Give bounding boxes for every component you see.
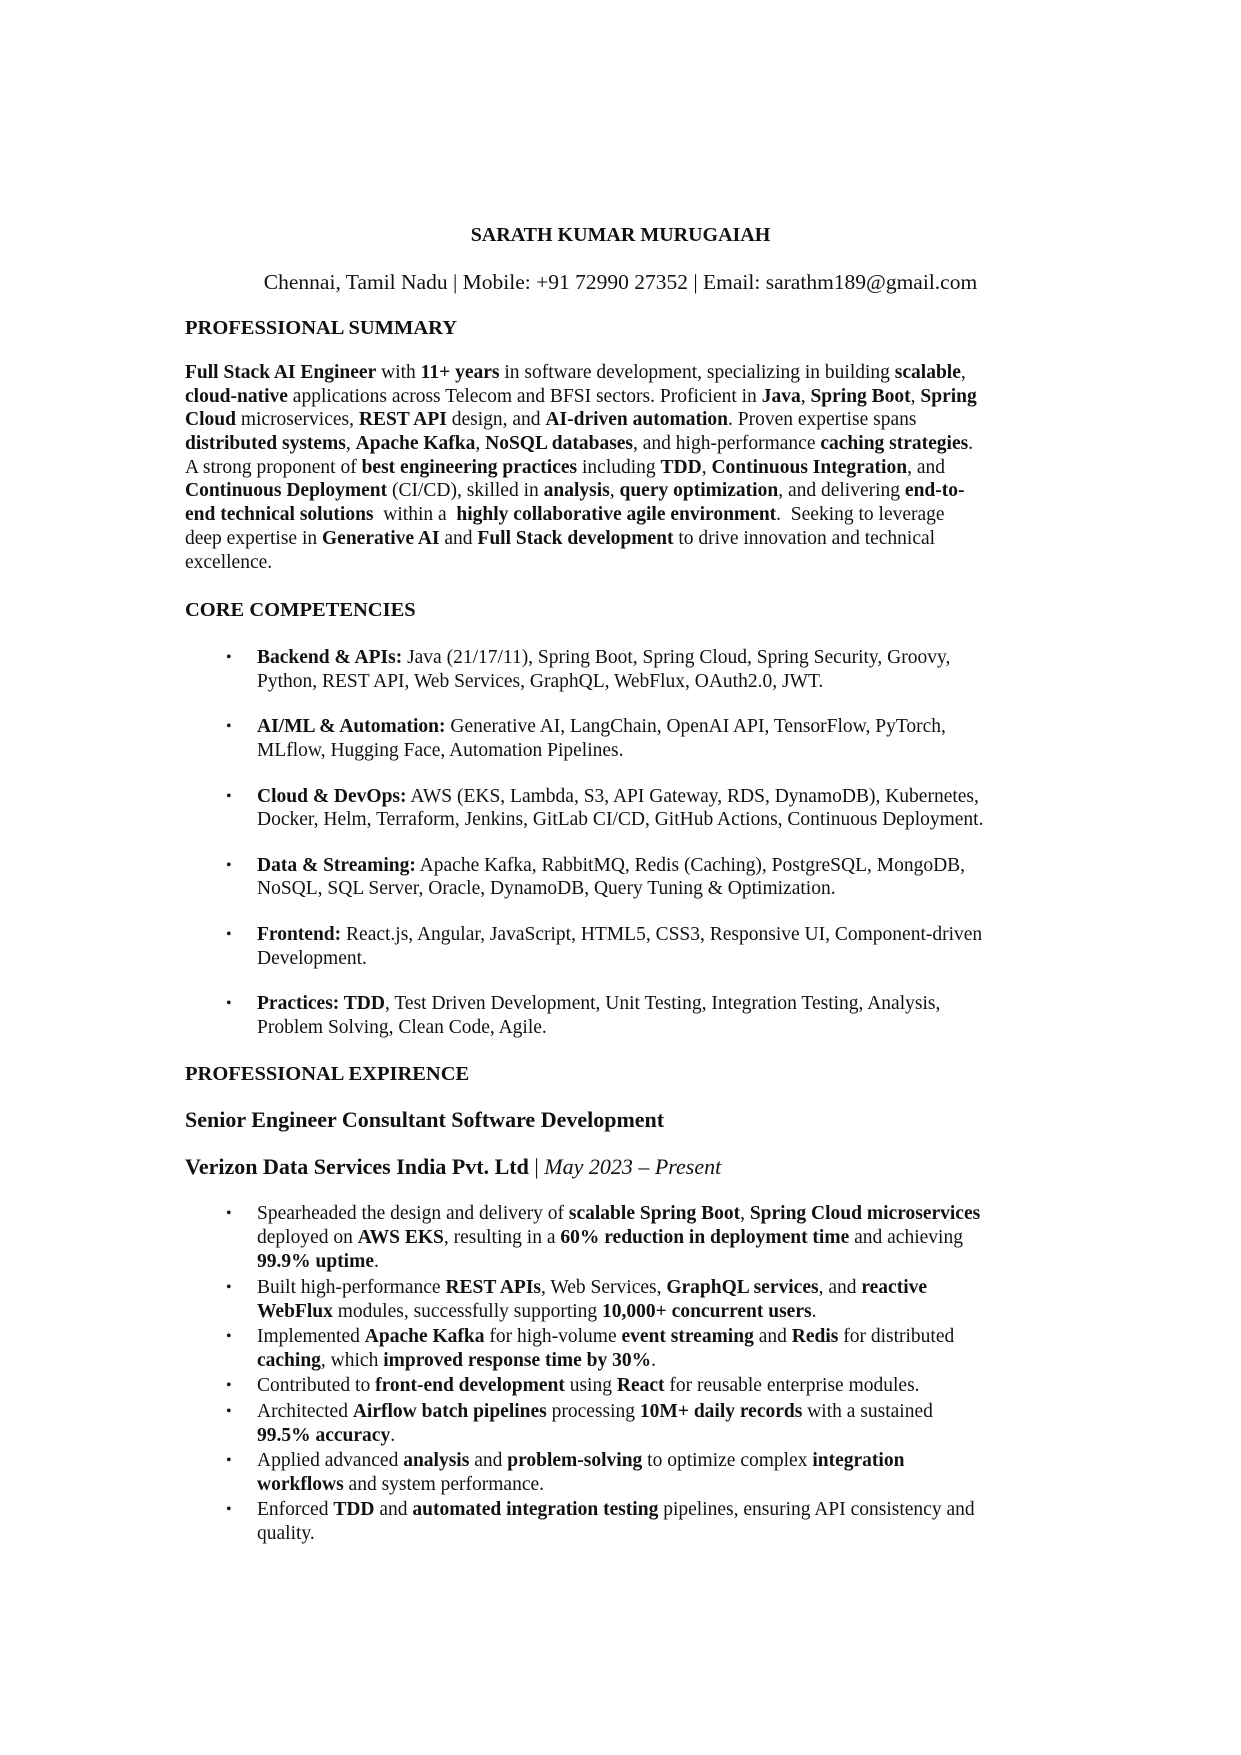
text-segment: applications across Telecom and BFSI sectors. Proficient in — [287, 385, 762, 407]
bold-text-segment: caching — [257, 1350, 321, 1372]
text-segment: , — [701, 456, 712, 478]
text-segment: processing — [546, 1400, 640, 1422]
list-item — [226, 1374, 1066, 1398]
list-item — [226, 1498, 1066, 1546]
text-segment: AWS (EKS, Lambda, S3, API Gateway, RDS, DynamoDB), Kubernetes, — [406, 785, 979, 807]
bold-text-segment: automated integration testing — [412, 1499, 659, 1521]
text-segment: Generative AI, LangChain, OpenAI API, TensorFlow, PyTorch, — [445, 716, 946, 738]
text-segment: , and high-performance — [633, 433, 821, 455]
text-line — [185, 432, 1055, 456]
candidate-name: SARATH KUMAR MURUGAIAH — [470, 224, 771, 246]
list-item — [226, 1325, 1066, 1373]
text-line — [257, 670, 1066, 694]
list-item — [226, 785, 1066, 832]
list-item — [226, 1449, 1066, 1497]
text-line — [185, 385, 1055, 409]
text-line — [257, 646, 1066, 670]
bold-text-segment: scalable Spring Boot — [568, 1203, 741, 1224]
text-segment: MLflow, Hugging Face, Automation Pipelines. — [257, 739, 624, 761]
text-segment: deployed on — [257, 1227, 358, 1249]
bold-text-segment: Data & Streaming: — [257, 854, 416, 876]
bold-text-segment: highly collaborative agile environment — [456, 504, 777, 526]
text-segment: , Web Services, — [541, 1276, 667, 1298]
bold-text-segment: event streaming — [621, 1325, 754, 1347]
text-segment: design, and — [446, 409, 546, 431]
bold-text-segment: cloud-native — [185, 385, 288, 407]
bold-text-segment: Apache Kafka — [355, 433, 476, 455]
bold-text-segment: Spring Cloud microservices — [749, 1203, 981, 1224]
text-segment: and — [469, 1449, 508, 1471]
text-segment: and — [753, 1325, 792, 1347]
bold-text-segment: 10,000+ concurrent users — [602, 1300, 812, 1322]
bold-text-segment: 11+ years — [420, 362, 500, 383]
text-segment: , Test Driven Development, Unit Testing, Integration Testing, Analysis, — [384, 993, 941, 1015]
text-segment: for reusable enterprise modules. — [664, 1375, 920, 1397]
text-segment: , which — [320, 1350, 384, 1372]
list-item — [226, 1400, 1066, 1448]
text-line — [257, 947, 1066, 971]
text-line — [257, 1424, 1066, 1448]
text-segment: including — [577, 456, 661, 478]
text-segment: and achieving — [849, 1227, 963, 1249]
text-segment: using — [564, 1375, 617, 1397]
bold-text-segment: Continuous Integration — [711, 456, 908, 478]
bold-text-segment: Redis — [791, 1325, 839, 1347]
bullet-icon: • — [226, 856, 232, 874]
text-line — [257, 1202, 1066, 1226]
text-segment: modules, successfully supporting — [332, 1300, 603, 1322]
list-item — [226, 992, 1066, 1039]
employment-dates: May 2023 – Present — [544, 1154, 722, 1179]
bold-text-segment: TDD — [333, 1499, 375, 1521]
experience-bullets — [226, 1202, 1066, 1548]
bold-text-segment: problem-solving — [507, 1449, 643, 1471]
text-segment: pipelines, ensuring API consistency and — [658, 1499, 975, 1521]
bold-text-segment: Apache Kafka — [364, 1325, 485, 1347]
bold-text-segment: 60% reduction in deployment time — [560, 1227, 850, 1249]
bullet-icon: • — [226, 995, 232, 1013]
text-segment: microservices, — [235, 409, 359, 431]
bold-text-segment: distributed systems — [185, 433, 346, 455]
text-line — [257, 1226, 1066, 1250]
bullet-icon: • — [226, 1402, 232, 1420]
text-segment: Apache Kafka, RabbitMQ, Redis (Caching), PostgreSQL, MongoDB, — [415, 854, 966, 876]
text-segment: Docker, Helm, Terraform, Jenkins, GitLab CI/CD, GitHub Actions, Continuous Deployment. — [257, 809, 984, 831]
text-line — [185, 479, 1055, 503]
bullet-icon: • — [226, 649, 232, 666]
section-heading-summary: PROFESSIONAL SUMMARY — [185, 317, 458, 339]
summary-paragraph — [185, 361, 1055, 574]
bold-text-segment: scalable — [894, 362, 961, 383]
bullet-icon: • — [226, 926, 232, 944]
text-segment: . — [374, 1251, 379, 1273]
text-segment: . — [651, 1350, 657, 1372]
text-segment: React.js, Angular, JavaScript, HTML5, CSS3, Responsive UI, Component-driven — [341, 924, 983, 946]
list-item — [226, 1202, 1066, 1275]
text-segment: , — [740, 1203, 750, 1224]
text-line — [257, 1498, 1066, 1522]
text-segment: Enforced — [257, 1499, 334, 1521]
contact-line: Chennai, Tamil Nadu | Mobile: +91 72990 27352 | Email: sarathm189@gmail.com — [263, 270, 978, 294]
text-segment: Contributed to — [257, 1375, 376, 1397]
text-line — [257, 1473, 1066, 1497]
text-segment: . — [811, 1300, 817, 1322]
text-line — [257, 1349, 1066, 1373]
bold-text-segment: query optimization — [619, 480, 779, 502]
text-line — [257, 1522, 1066, 1546]
text-segment: . Proven expertise spans — [727, 409, 917, 431]
separator: | — [528, 1154, 545, 1179]
text-line — [257, 854, 1066, 878]
bold-text-segment: Full Stack development — [477, 527, 674, 549]
bold-text-segment: Cloud — [185, 409, 236, 431]
text-line — [185, 527, 1055, 551]
bullet-icon: • — [226, 1327, 232, 1345]
text-segment: Java (21/17/11), Spring Boot, Spring Cloud, Spring Security, Groovy, — [402, 647, 951, 668]
section-heading-competencies: CORE COMPETENCIES — [185, 599, 416, 621]
bullet-icon: • — [226, 1205, 232, 1222]
text-segment: to optimize complex — [642, 1449, 813, 1471]
text-segment: , and — [818, 1276, 862, 1298]
company-name: Verizon Data Services India Pvt. Ltd — [185, 1154, 529, 1179]
bold-text-segment: Java — [761, 385, 801, 407]
bold-text-segment: reactive — [861, 1276, 928, 1298]
text-line — [185, 361, 1055, 385]
text-line — [257, 1250, 1066, 1274]
text-segment: . — [968, 433, 974, 455]
bold-text-segment: Backend & APIs: — [257, 647, 403, 668]
text-line — [257, 715, 1066, 739]
list-item — [226, 854, 1066, 901]
text-segment: Spearheaded the design and delivery of — [257, 1203, 569, 1224]
text-segment: Architected — [257, 1400, 353, 1422]
text-segment: (CI/CD), skilled in — [387, 480, 544, 502]
text-segment: , — [475, 433, 486, 455]
text-segment: deep expertise in — [185, 527, 322, 549]
bold-text-segment: 99.5% accuracy — [257, 1424, 391, 1446]
section-heading-experience: PROFESSIONAL EXPIRENCE — [185, 1063, 470, 1085]
bold-text-segment: TDD — [660, 456, 702, 478]
bold-text-segment: NoSQL databases — [485, 433, 634, 455]
bold-text-segment: integration — [812, 1449, 905, 1471]
bold-text-segment: Cloud & DevOps: — [257, 785, 407, 807]
text-line — [257, 1300, 1066, 1324]
text-segment: , — [609, 480, 620, 502]
text-line — [257, 1016, 1066, 1040]
bullet-icon: • — [226, 1278, 232, 1296]
text-segment: , — [960, 362, 966, 383]
text-segment: , resulting in a — [443, 1227, 561, 1249]
text-segment: and — [374, 1499, 413, 1521]
bold-text-segment: caching strategies — [820, 433, 969, 455]
text-line — [257, 877, 1066, 901]
text-line — [257, 785, 1066, 809]
bullet-icon: • — [226, 1451, 232, 1469]
text-segment: with a sustained — [802, 1400, 933, 1422]
text-line — [257, 1325, 1066, 1349]
bold-text-segment: REST API — [358, 409, 447, 431]
text-segment: , and — [907, 456, 945, 478]
bold-text-segment: front-end development — [375, 1375, 565, 1397]
bold-text-segment: Spring — [920, 385, 977, 407]
list-item — [226, 1276, 1066, 1324]
text-segment: , and delivering — [778, 480, 905, 502]
bold-text-segment: Generative AI — [322, 527, 440, 549]
bold-text-segment: Continuous Deployment — [185, 480, 388, 502]
text-line — [257, 808, 1066, 832]
text-segment: quality. — [257, 1523, 315, 1545]
text-segment: in software development, specializing in building — [499, 362, 895, 383]
text-segment: Development. — [257, 947, 367, 969]
text-segment: . Seeking to leverage — [776, 504, 945, 526]
bold-text-segment: Spring Boot — [810, 385, 911, 407]
text-segment: . — [390, 1424, 396, 1446]
bold-text-segment: Airflow batch pipelines — [352, 1400, 547, 1422]
text-segment: , — [345, 433, 356, 455]
list-item — [226, 646, 1066, 693]
text-line — [257, 1400, 1066, 1424]
text-segment: excellence. — [185, 551, 273, 573]
bold-text-segment: AWS EKS — [357, 1227, 444, 1249]
bold-text-segment: analysis — [403, 1449, 470, 1471]
bold-text-segment: GraphQL services — [666, 1276, 819, 1298]
text-line — [257, 1449, 1066, 1473]
text-segment: Problem Solving, Clean Code, Agile. — [257, 1017, 547, 1039]
text-segment: for distributed — [838, 1325, 955, 1347]
bold-text-segment: Practices: TDD — [257, 993, 385, 1015]
bold-text-segment: Full Stack AI Engineer — [185, 362, 377, 383]
bold-text-segment: AI/ML & Automation: — [257, 716, 446, 738]
list-item — [226, 715, 1066, 762]
text-segment: within a — [373, 504, 457, 526]
text-line — [185, 408, 1055, 432]
text-line — [257, 739, 1066, 763]
bold-text-segment: end-to- — [904, 480, 965, 502]
text-line — [257, 1276, 1066, 1300]
bold-text-segment: analysis — [543, 480, 610, 502]
text-line — [257, 992, 1066, 1016]
text-line — [185, 503, 1055, 527]
bold-text-segment: best engineering practices — [361, 456, 578, 478]
text-segment: and — [439, 527, 478, 549]
job-title: Senior Engineer Consultant Software Development — [185, 1107, 665, 1132]
bullet-icon: • — [226, 1501, 232, 1519]
bold-text-segment: improved response time by 30% — [383, 1350, 652, 1372]
competencies-list — [226, 646, 1066, 1062]
bold-text-segment: REST APIs — [445, 1276, 542, 1298]
bold-text-segment: 10M+ daily records — [639, 1400, 803, 1422]
bold-text-segment: React — [616, 1375, 665, 1397]
text-line — [257, 923, 1066, 947]
text-segment: NoSQL, SQL Server, Oracle, DynamoDB, Query Tuning & Optimization. — [257, 878, 836, 900]
bold-text-segment: workflows — [257, 1474, 344, 1496]
text-segment: and system performance. — [343, 1474, 545, 1496]
text-segment: Built high-performance — [257, 1276, 446, 1298]
text-segment: with — [376, 362, 421, 383]
text-segment: Implemented — [257, 1325, 365, 1347]
bold-text-segment: Frontend: — [257, 924, 342, 946]
list-item — [226, 923, 1066, 970]
text-segment: Applied advanced — [257, 1449, 404, 1471]
bold-text-segment: WebFlux — [257, 1300, 333, 1322]
bullet-icon: • — [226, 787, 232, 805]
bold-text-segment: AI-driven automation — [545, 409, 728, 431]
company-line — [185, 1153, 721, 1181]
text-line — [257, 1374, 1066, 1398]
text-segment: for high-volume — [484, 1325, 622, 1347]
text-segment: to drive innovation and technical — [673, 527, 936, 549]
text-segment: , — [910, 385, 921, 407]
bullet-icon: • — [226, 718, 232, 736]
text-segment: , — [800, 385, 811, 407]
text-segment: A strong proponent of — [185, 456, 362, 478]
text-line — [185, 551, 1055, 575]
text-segment: Python, REST API, Web Services, GraphQL, WebFlux, OAuth2.0, JWT. — [257, 670, 824, 692]
bold-text-segment: 99.9% uptime — [257, 1251, 374, 1273]
bullet-icon: • — [226, 1377, 232, 1395]
bold-text-segment: end technical solutions — [185, 504, 374, 526]
text-line — [185, 456, 1055, 480]
